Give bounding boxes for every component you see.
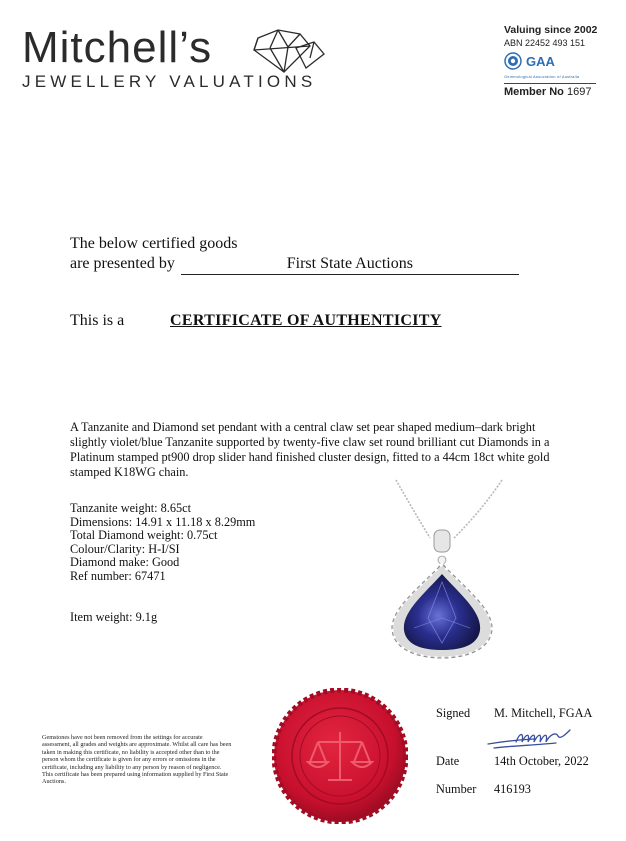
- brand-tagline: JEWELLERY VALUATIONS: [22, 72, 317, 91]
- date-value: 14th October, 2022: [494, 754, 589, 768]
- certificate-heading: [70, 312, 442, 330]
- signature-icon: [486, 728, 582, 750]
- valuing-since: Valuing since 2002: [504, 24, 598, 36]
- gaa-logo: [504, 52, 614, 74]
- spec-item: Diamond make: Good: [70, 555, 180, 570]
- item-description: A Tanzanite and Diamond set pendant with a central claw set pear shaped medium–dark bright slightly violet/blue Tanzanite supported by twenty-five claw set round brilliant cut Diamonds in a Platinum stamped pt900 drop slider hand finished cluster design, fitted to a 44cm 18ct white gold stamped K18WG chain.: [70, 420, 550, 479]
- signed-value: M. Mitchell, FGAA: [494, 706, 593, 720]
- spec-item: Tanzanite weight: 8.65ct: [70, 501, 192, 515]
- member-label: Member No: [504, 86, 564, 98]
- certificate-title: CERTIFICATE OF AUTHENTICITY: [170, 312, 442, 329]
- signed-label: Signed: [436, 706, 471, 720]
- number-label: Number: [436, 782, 477, 796]
- presented-line-1: The below certified goods: [70, 235, 238, 252]
- brand-name: Mitchell’s: [22, 23, 213, 72]
- presented-by-label: are presented by: [70, 255, 175, 272]
- member-number: [504, 83, 596, 98]
- presented-block: [70, 234, 519, 275]
- certificate-prefix: This is a: [70, 312, 125, 329]
- brand-header: [22, 22, 322, 102]
- member-value: 1697: [566, 86, 592, 98]
- spec-item: Colour/Clarity: H-I/SI: [70, 541, 180, 556]
- pendant-photo: [378, 478, 508, 660]
- gaa-badge-icon: [504, 52, 522, 70]
- spec-list: [70, 502, 255, 584]
- gaa-text: GAA: [526, 54, 555, 69]
- item-weight: Item weight: 9.1g: [70, 610, 158, 624]
- spec-item: Ref number: 67471: [70, 568, 166, 583]
- diamond-logo-icon: [248, 28, 326, 76]
- membership-block: [504, 24, 614, 98]
- gaa-subtitle: Gemmological Association of Australia: [504, 74, 580, 79]
- presenter-name: First State Auctions: [181, 254, 519, 275]
- number-value: 416193: [494, 782, 531, 796]
- presented-line-2: [70, 254, 519, 275]
- spec-item: Total Diamond weight: 0.75ct: [70, 528, 218, 543]
- abn-number: ABN 22452 493 151: [504, 38, 586, 48]
- date-label: Date: [436, 754, 460, 768]
- wax-seal-icon: [272, 688, 408, 824]
- disclaimer-text: Gemstones have not been removed from the settings for accurate assessment, all grades and weights are approximate. Whilst all care has been taken in making this certificate, no liability is accepted other than to the person whom the certificate is given for any errors or omissions in the certificate, including any liability to any person by reason of negligence. This certificate has been prepared using information supplied by First State Auctions.: [42, 734, 232, 786]
- spec-item: Dimensions: 14.91 x 11.18 x 8.29mm: [70, 514, 256, 529]
